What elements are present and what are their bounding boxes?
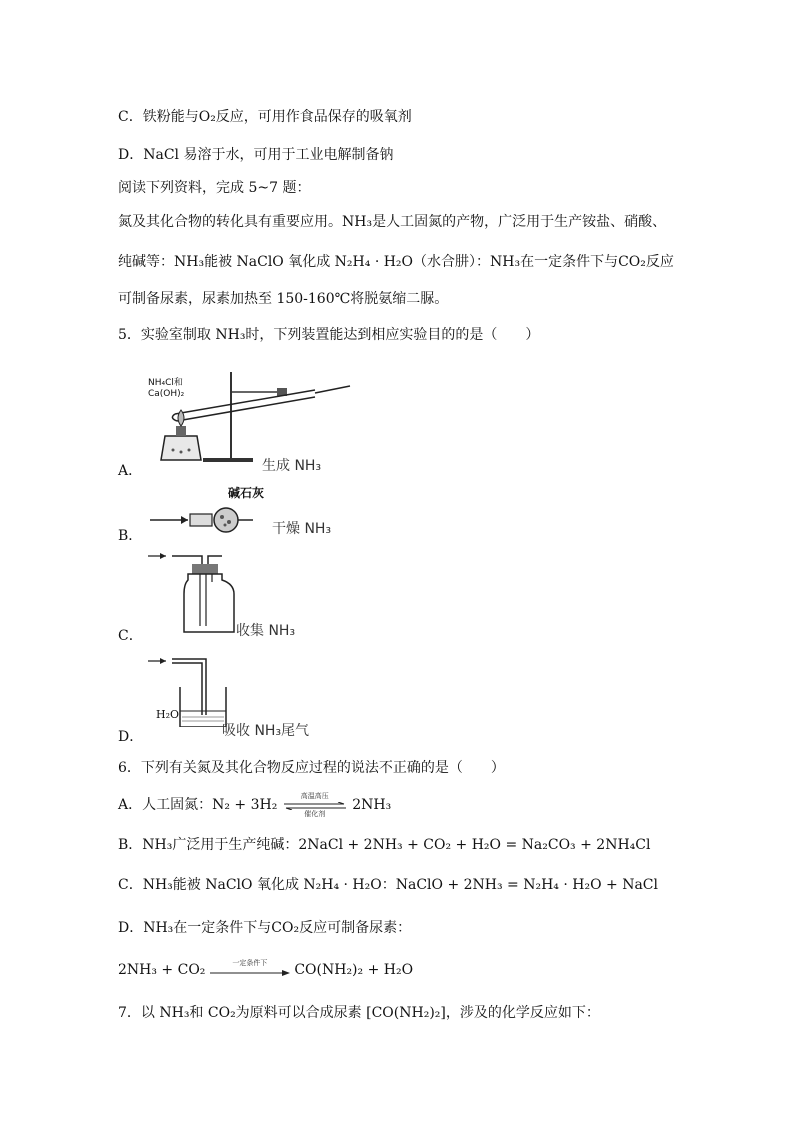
material-paragraph-line1: 氮及其化合物的转化具有重要应用。NH₃是人工固氮的产物，广泛用于生产铵盐、硝酸、: [118, 214, 667, 230]
option-a-product: 2NH₃: [352, 797, 392, 813]
option-d-label: D．: [118, 729, 144, 745]
condition-bottom: 催化剂: [304, 810, 326, 818]
option-c-label: C．: [118, 628, 143, 644]
material-paragraph-line2: 纯碱等：NH₃能被 NaClO 氧化成 N₂H₄ · H₂O（水合肼）：NH₃在一定条件下与CO₂反应: [118, 254, 674, 270]
condition-label: 一定条件下: [232, 959, 268, 967]
question-6-option-c: C．NH₃能被 NaClO 氧化成 N₂H₄ · H₂O：NaClO + 2NH₃ = N₂H₄ · H₂O + NaCl: [118, 877, 658, 893]
option-b-caption: 干燥 NH₃: [272, 521, 332, 537]
question-7-stem: 7．以 NH₃和 CO₂为原料可以合成尿素 [CO(NH₂)₂]，涉及的化学反应如下：: [118, 1005, 600, 1021]
reaction-arrow: [210, 960, 290, 980]
option-a-caption: 生成 NH₃: [262, 458, 322, 474]
question-6-option-d-stem: D．NH₃在一定条件下与CO₂反应可制备尿素：: [118, 920, 412, 936]
equation-lhs: 2NH₃ + CO₂: [118, 962, 206, 978]
equilibrium-arrow-icon: [282, 802, 348, 810]
question-5-stem: 5．实验室制取 NH₃时，下列装置能达到相应实验目的的是（ ）: [118, 327, 540, 343]
apparatus-b-reagent: 碱石灰: [228, 486, 265, 500]
gas-bottle-icon: [148, 550, 238, 636]
condition-top: 高温高压: [300, 792, 329, 800]
question-6-stem: 6．下列有关氮及其化合物反应过程的说法不正确的是（ ）: [118, 760, 505, 776]
option-a-label: A．: [118, 463, 143, 479]
reading-instruction: 阅读下列资料，完成 5~7 题：: [118, 180, 311, 196]
option-d-caption: 吸收 NH₃尾气: [222, 723, 310, 739]
option-c-caption: 收集 NH₃: [236, 623, 296, 639]
question-6-option-b: B．NH₃广泛用于生产纯碱：2NaCl + 2NH₃ + CO₂ + H₂O = Na₂CO₃ + 2NH₄Cl: [118, 837, 651, 853]
option-b-label: B．: [118, 528, 143, 544]
apparatus-a-reagent: NH₄Cl和 Ca(OH)₂: [148, 378, 185, 399]
option-c-text: C．铁粉能与O₂反应，可用作食品保存的吸氧剂: [118, 109, 412, 125]
apparatus-d-reagent: H₂O: [156, 708, 180, 721]
question-6-option-d-equation: [118, 960, 413, 980]
equation-rhs: CO(NH₂)₂ + H₂O: [294, 962, 414, 978]
drying-tube-icon: [148, 500, 258, 540]
option-a-reactants: A．人工固氮：N₂ + 3H₂: [118, 797, 278, 813]
material-paragraph-line3: 可制备尿素，尿素加热至 150-160℃将脱氨缩二脲。: [118, 291, 449, 307]
arrow-icon: [210, 970, 290, 976]
question-6-option-a: [118, 792, 392, 818]
reversible-arrow: [282, 792, 348, 818]
option-d-text: D．NaCl 易溶于水，可用于工业电解制备钠: [118, 147, 394, 163]
